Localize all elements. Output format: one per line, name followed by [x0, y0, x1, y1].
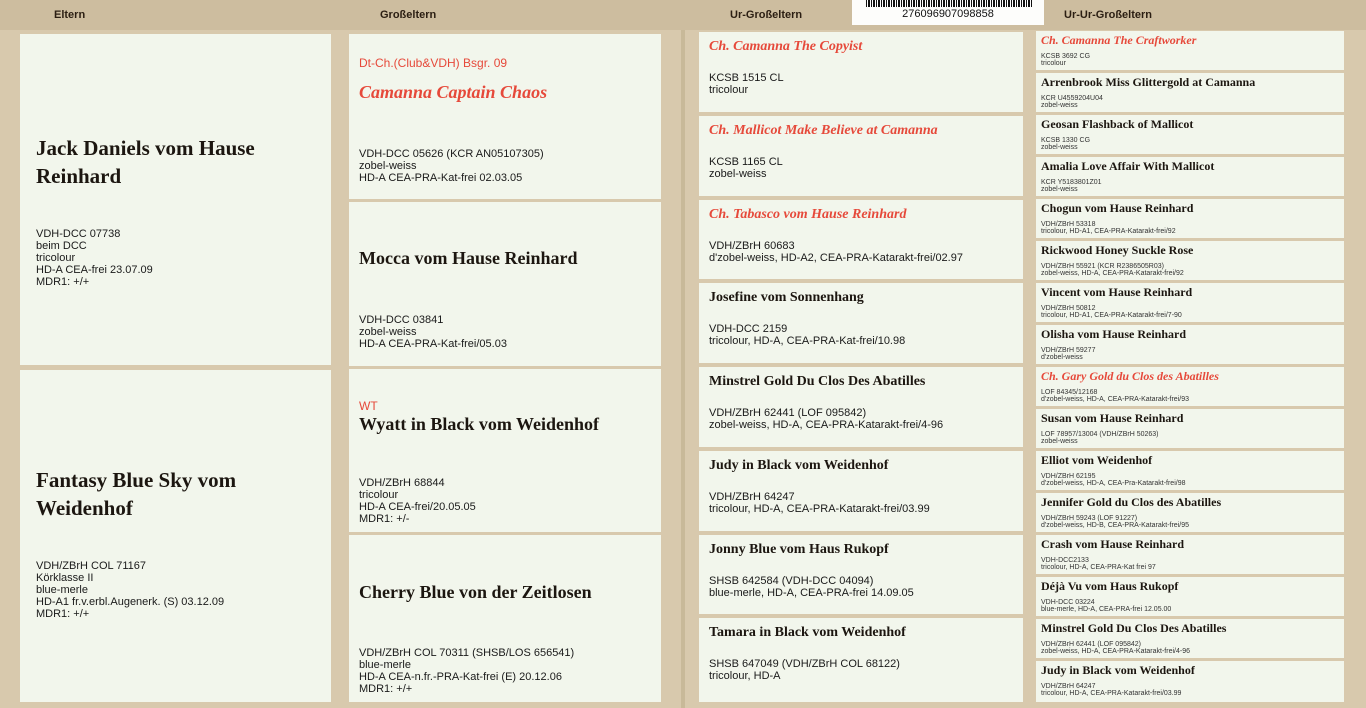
great-grandparent-2	[699, 116, 1023, 196]
great-great-grandparent-2	[1036, 73, 1344, 112]
great-grandparent-8	[699, 618, 1023, 702]
great-grandparent-1	[699, 32, 1023, 112]
fold-divider	[681, 30, 685, 708]
dog-details: VDH/ZBrH 55921 (KCR R2386505R03) zobel-weiss, HD-A, CEA-PRA-Katarakt-frei/92	[1041, 263, 1184, 277]
dog-details: KCSB 1330 CG zobel-weiss	[1041, 137, 1091, 151]
grandparent-2	[349, 202, 661, 366]
dog-name: Minstrel Gold Du Clos Des Abatilles	[1041, 621, 1227, 635]
great-great-grandparent-16	[1036, 661, 1344, 702]
dog-name: Wyatt in Black vom Weidenhof	[359, 414, 600, 434]
dog-name: Vincent vom Hause Reinhard	[1041, 285, 1193, 299]
great-great-grandparent-3	[1036, 115, 1344, 154]
dog-details: VDH/ZBrH COL 70311 (SHSB/LOS 656541) blue-merle HD-A CEA-n.fr.-PRA-Kat-frei (E) 20.12.06 MDR1: +/+	[359, 647, 575, 695]
parent-sire	[20, 34, 331, 365]
great-grandparent-7	[699, 535, 1023, 614]
dog-name: Olisha vom Hause Reinhard	[1041, 327, 1187, 341]
great-great-grandparent-8	[1036, 325, 1344, 364]
dog-name: Ch. Camanna The Copyist	[709, 39, 863, 54]
column-header-great-great-grandparents: Ur-Ur-Großeltern	[1064, 9, 1153, 21]
dog-details: KCSB 1165 CL zobel-weiss	[709, 156, 783, 180]
dog-details: VDH/ZBrH 60683 d'zobel-weiss, HD-A2, CEA-PRA-Katarakt-frei/02.97	[709, 240, 963, 264]
parent-dam	[20, 370, 331, 702]
grandparent-4	[349, 535, 661, 702]
dog-name: Minstrel Gold Du Clos Des Abatilles	[709, 374, 926, 389]
dog-details: VDH/ZBrH 62441 (LOF 095842) zobel-weiss, HD-A, CEA-PRA-Katarakt-frei/4-96	[709, 407, 944, 431]
great-grandparent-3	[699, 200, 1023, 279]
barcode-number: 276096907098858	[902, 8, 994, 20]
dog-name: Jonny Blue vom Haus Rukopf	[709, 542, 889, 557]
dog-details: KCR U4559204U04 zobel-weiss	[1041, 95, 1103, 109]
great-great-grandparent-14	[1036, 577, 1344, 616]
column-header-grandparents: Großeltern	[380, 9, 437, 21]
dog-details: KCSB 1515 CL tricolour	[709, 72, 784, 96]
dog-name: Arrenbrook Miss Glittergold at Camanna	[1041, 75, 1256, 89]
dog-name: Judy in Black vom Weidenhof	[1041, 663, 1195, 677]
pedigree-grid	[0, 30, 1366, 708]
dog-details: VDH-DCC 07738 beim DCC tricolour HD-A CEA-frei 23.07.09 MDR1: +/+	[36, 228, 153, 288]
header-bar	[0, 0, 1366, 30]
dog-name: Ch. Gary Gold du Clos des Abatilles	[1041, 369, 1219, 383]
great-great-grandparent-12	[1036, 493, 1344, 532]
dog-details: VDH/ZBrH 59277 d'zobel-weiss	[1041, 347, 1096, 361]
dog-name: Mocca vom Hause Reinhard	[359, 248, 578, 268]
dog-name: Rickwood Honey Suckle Rose	[1041, 243, 1194, 257]
dog-name: Tamara in Black vom Weidenhof	[709, 625, 906, 640]
dog-details: VDH/ZBrH 62195 d'zobel-weiss, HD-A, CEA-Pra-Katarakt-frei/98	[1041, 473, 1186, 487]
barcode	[852, 0, 1044, 25]
dog-details: KCR Y5183801Z01 zobel-weiss	[1041, 179, 1102, 193]
dog-details: LOF 84345/12168 d'zobel-weiss, HD-A, CEA-PRA-Katarakt-frei/93	[1041, 389, 1189, 403]
dog-details: VDH/ZBrH 64247 tricolour, HD-A, CEA-PRA-Katarakt-frei/03.99	[709, 491, 930, 515]
great-great-grandparent-13	[1036, 535, 1344, 574]
dog-details: VDH/ZBrH 59243 (LOF 91227) d'zobel-weiss, HD-B, CEA-PRA-Katarakt-frei/95	[1041, 515, 1189, 529]
dog-name: Crash vom Hause Reinhard	[1041, 537, 1185, 551]
barcode-bars	[866, 0, 1032, 7]
dog-details: VDH-DCC 03224 blue-merle, HD-A, CEA-PRA-frei 12.05.00	[1041, 599, 1172, 613]
dog-name: Cherry Blue von der Zeitlosen	[359, 582, 592, 602]
column-header-parents: Eltern	[54, 9, 86, 21]
great-great-grandparent-7	[1036, 283, 1344, 322]
dog-details: VDH/ZBrH 64247 tricolour, HD-A, CEA-PRA-Katarakt-frei/03.99	[1041, 683, 1182, 697]
dog-details: VDH-DCC 05626 (KCR AN05107305) zobel-weiss HD-A CEA-PRA-Kat-frei 02.03.05	[359, 148, 544, 184]
dog-details: LOF 78957/13004 (VDH/ZBrH 50263) zobel-weiss	[1041, 431, 1159, 445]
great-great-grandparent-4	[1036, 157, 1344, 196]
dog-name: Fantasy Blue Sky vom Weidenhof	[36, 468, 237, 520]
dog-details: SHSB 642584 (VDH-DCC 04094) blue-merle, HD-A, CEA-PRA-frei 14.09.05	[709, 575, 914, 599]
dog-name: Geosan Flashback of Mallicot	[1041, 117, 1194, 131]
dog-name: Jack Daniels vom Hause Reinhard	[36, 136, 255, 188]
dog-details: VDH-DCC 2159 tricolour, HD-A, CEA-PRA-Kat-frei/10.98	[709, 323, 906, 347]
dog-name: Amalia Love Affair With Mallicot	[1041, 159, 1215, 173]
dog-name: Camanna Captain Chaos	[359, 82, 548, 102]
dog-name: Jennifer Gold du Clos des Abatilles	[1041, 495, 1222, 509]
dog-name: Josefine vom Sonnenhang	[709, 290, 864, 305]
great-great-grandparent-10	[1036, 409, 1344, 448]
dog-name: Susan vom Hause Reinhard	[1041, 411, 1184, 425]
dog-details: VDH/ZBrH 53318 tricolour, HD-A1, CEA-PRA-Katarakt-frei/92	[1041, 221, 1176, 235]
dog-details: VDH/ZBrH 50812 tricolour, HD-A1, CEA-PRA-Katarakt-frei/7-90	[1041, 305, 1182, 319]
great-great-grandparent-5	[1036, 199, 1344, 238]
grandparent-3	[349, 369, 661, 532]
dog-details: SHSB 647049 (VDH/ZBrH COL 68122) tricolour, HD-A	[709, 658, 900, 682]
dog-name: Ch. Tabasco vom Hause Reinhard	[709, 207, 907, 222]
dog-details: VDH/ZBrH 68844 tricolour HD-A CEA-frei/20.05.05 MDR1: +/-	[359, 477, 476, 525]
dog-name: Judy in Black vom Weidenhof	[709, 458, 889, 473]
dog-title: Dt-Ch.(Club&VDH) Bsgr. 09	[359, 56, 508, 70]
dog-name: Ch. Mallicot Make Believe at Camanna	[709, 123, 938, 138]
great-great-grandparent-1	[1036, 31, 1344, 70]
great-great-grandparent-9	[1036, 367, 1344, 406]
great-great-grandparent-11	[1036, 451, 1344, 490]
dog-details: VDH/ZBrH 62441 (LOF 095842) zobel-weiss, HD-A, CEA-PRA-Katarakt-frei/4-96	[1041, 641, 1190, 655]
great-grandparent-5	[699, 367, 1023, 447]
dog-title: WT	[359, 399, 378, 413]
dog-name: Déjà Vu vom Haus Rukopf	[1041, 579, 1179, 593]
great-great-grandparent-15	[1036, 619, 1344, 658]
dog-details: VDH-DCC 03841 zobel-weiss HD-A CEA-PRA-Kat-frei/05.03	[359, 314, 507, 350]
dog-name: Ch. Camanna The Craftworker	[1041, 33, 1197, 47]
dog-details: VDH/ZBrH COL 71167 Körklasse II blue-merle HD-A1 fr.v.erbl.Augenerk. (S) 03.12.09 MDR1: +/+	[36, 560, 225, 620]
dog-details: VDH-DCC2133 tricolour, HD-A, CEA-PRA-Kat frei 97	[1041, 557, 1156, 571]
grandparent-1	[349, 34, 661, 199]
great-great-grandparent-6	[1036, 241, 1344, 280]
dog-details: KCSB 3692 CG tricolour	[1041, 53, 1091, 67]
dog-name: Elliot vom Weidenhof	[1041, 453, 1153, 467]
dog-name: Chogun vom Hause Reinhard	[1041, 201, 1194, 215]
great-grandparent-4	[699, 283, 1023, 363]
column-header-great-grandparents: Ur-Großeltern	[730, 9, 803, 21]
great-grandparent-6	[699, 451, 1023, 531]
